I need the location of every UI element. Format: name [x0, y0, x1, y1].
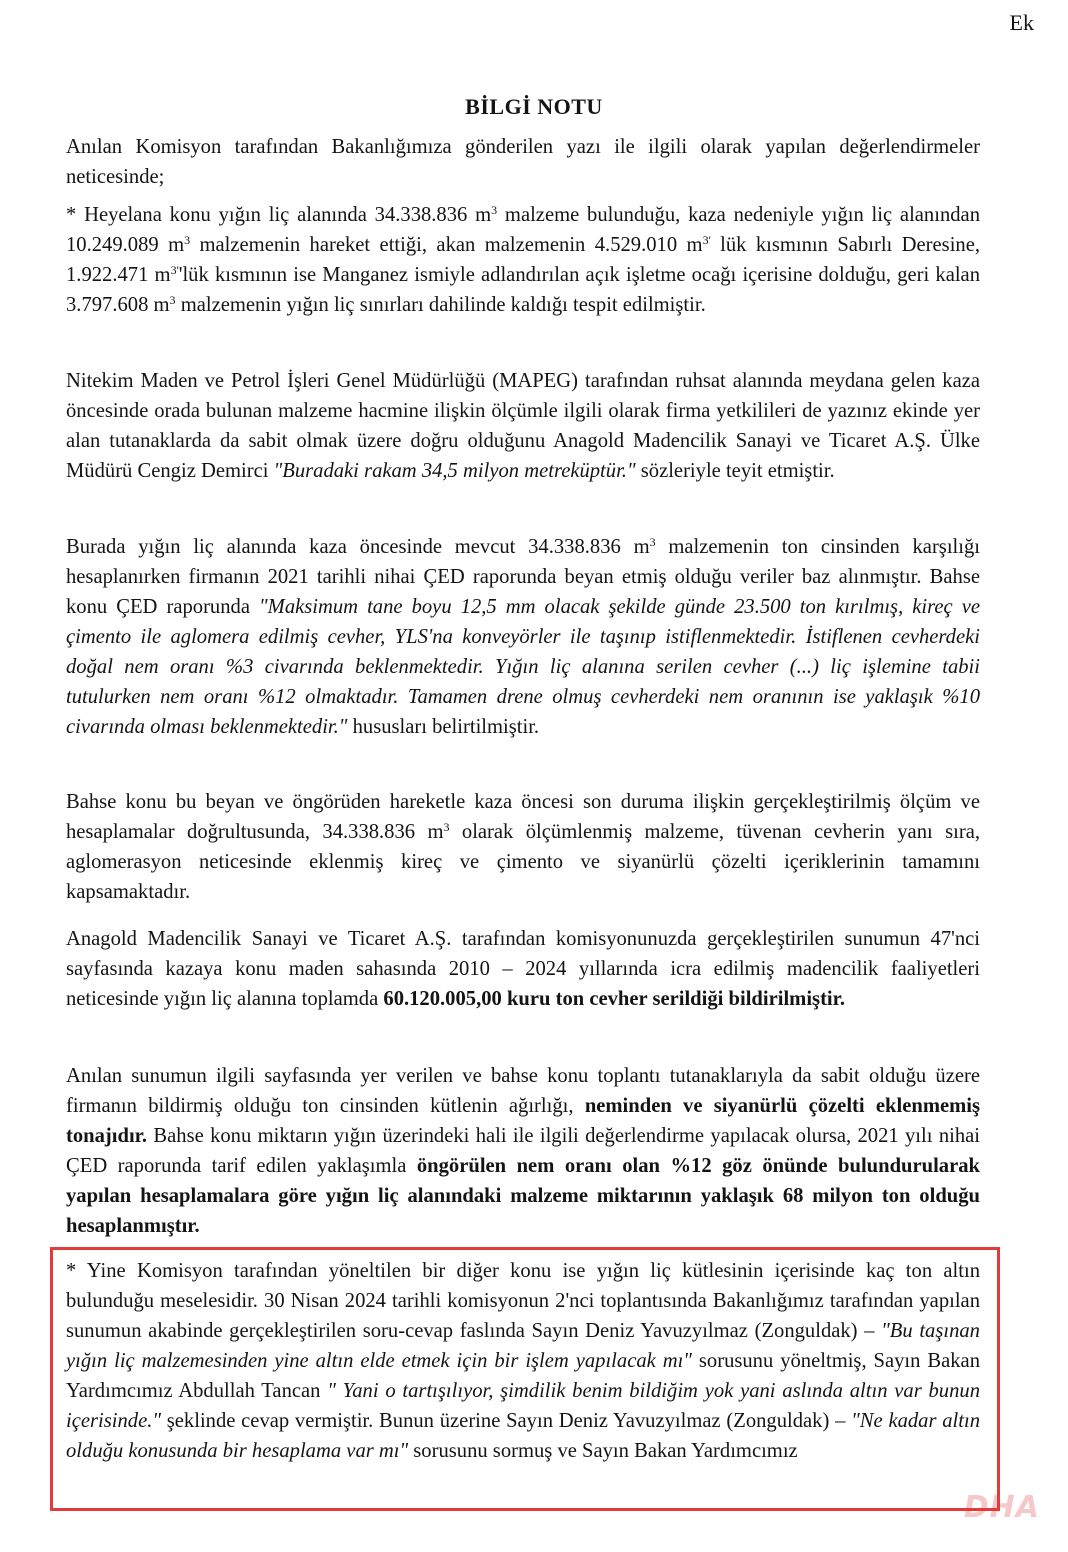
p2-text-f: malzemenin yığın liç sınırları dahilinde kaldığı tespit edilmiştir.	[175, 294, 706, 316]
p3-text-b: sözleriyle teyit etmiştir.	[635, 460, 835, 482]
p2-sup-3: 3'	[702, 233, 711, 247]
p8-text-c: şeklinde cevap vermiştir. Bunun üzerine Sayın Deniz Yavuzyılmaz (Zonguldak) –	[161, 1410, 852, 1432]
p7-bold-1: neminden ve siyanürlü çözelti eklenmemiş tonajıdır.	[66, 1095, 981, 1147]
p8-quote-2: " Yani o tartışılıyor, şimdilik benim bildiğim yok yani aslında altın var bunun içerisinde."	[66, 1380, 980, 1432]
p7-text-a: Anılan sunumun ilgili sayfasında yer verilen ve bahse konu toplantı tutanaklarıyla da sabit olduğu üzere firmanın bildirmiş olduğu ton cinsinden kütlenin ağırlığı,	[66, 1065, 980, 1117]
p3-text-a: Nitekim Maden ve Petrol İşleri Genel Müdürlüğü (MAPEG) tarafından ruhsat alanında meydana gelen kaza öncesinde orada bulunan malzeme hacmine ilişkin ölçümle ilgili olarak firma yetkilileri de yazınız ekinde yer alan tutanaklarda da sabit olmak üzere doğru olduğunu Anagold Madencilik Sanayi ve Ticaret A.Ş. Ülke Müdürü Cengiz Demirci	[66, 370, 980, 482]
p4-text-c: hususları belirtilmiştir.	[347, 716, 540, 738]
p2-sup-1: 3	[491, 203, 498, 217]
p8-quote-1: "Bu taşınan yığın liç malzemesinden yine altın elde etmek için bir işlem yapılacak mı"	[66, 1320, 980, 1372]
paragraph-intro	[66, 132, 980, 192]
p2-text-a: * Heyelana konu yığın liç alanında 34.338.836 m	[66, 204, 492, 226]
p2-sup-5: 3	[169, 293, 176, 307]
p2-text-c: malzemenin hareket ettiği, akan malzemenin 4.529.010 m	[190, 234, 703, 256]
p7-text-b: Bahse konu miktarın yığın üzerindeki hali ile ilgili değerlendirme yapılacak olursa, 2021 yılı nihai ÇED raporunda tarif edilen yaklaşımla	[66, 1125, 980, 1177]
p4-sup: 3	[649, 535, 656, 549]
p2-sup-2: 3	[184, 233, 191, 247]
annex-label: Ek	[1009, 10, 1034, 35]
p8-text-b: sorusunu yöneltmiş, Sayın Bakan Yardımcımız Abdullah Tancan	[66, 1350, 980, 1402]
p8-text-a: * Yine Komisyon tarafından yöneltilen bir diğer konu ise yığın liç kütlesinin içerisinde kaç ton altın bulunduğu meselesidir. 30 Nisan 2024 tarihli komisyonun 2'nci toplantısında Bakanlığımız tarafından yapılan sunumun akabinde gerçekleştirilen soru-cevap faslında Sayın Deniz Yavuzyılmaz (Zonguldak) –	[66, 1260, 980, 1342]
p4-text-a: Burada yığın liç alanında kaza öncesinde mevcut 34.338.836 m	[66, 536, 650, 558]
p3-quote: "Buradaki rakam 34,5 milyon metreküptür."	[273, 460, 636, 482]
p5-sup: 3	[443, 820, 450, 834]
p2-sup-4: 3'	[170, 263, 179, 277]
paragraph-gold-question	[66, 1256, 980, 1466]
page-title: BİLGİ NOTU	[465, 94, 603, 119]
paragraph-anagold-presentation	[66, 924, 980, 1014]
p7-bold-2: öngörülen nem oranı olan %12 göz önünde bulundurularak yapılan hesaplamalara göre yığın liç alanındaki malzeme miktarının yaklaşık 68 milyon ton olduğu hesaplanmıştır.	[66, 1155, 980, 1237]
p4-quote: "Maksimum tane boyu 12,5 mm olacak şekilde günde 23.500 ton kırılmış, kireç ve çimento ile aglomera edilmiş cevher, YLS'na konveyörler ile taşınıp istiflenmektedir. İstiflenen cevherdeki doğal nem oranı %3 civarında beklenmektedir. Yığın liç alanına serilen cevher (...) liç işlemine tabii tutulurken nem oranı %12 olmaktadır. Tamamen drene olmuş cevherdeki nem oranının ise yaklaşık %10 civarında olması beklenmektedir."	[66, 596, 980, 738]
paragraph-intro-text: Anılan Komisyon tarafından Bakanlığımıza gönderilen yazı ile ilgili olarak yapılan değerlendirmeler neticesinde;	[66, 136, 980, 188]
paragraph-tonnage	[66, 1061, 980, 1241]
p6-text-a: Anagold Madencilik Sanayi ve Ticaret A.Ş. tarafından komisyonunuzda gerçekleştirilen sunumun 47'nci sayfasında kazaya konu maden sahasında 2010 – 2024 yıllarında icra edilmiş madencilik faaliyetleri neticesinde yığın liç alanına toplamda	[66, 928, 980, 1010]
p8-quote-3: "Ne kadar altın olduğu konusunda bir hesaplama var mı"	[66, 1410, 980, 1462]
watermark-logo: DHA	[963, 1490, 1040, 1525]
p2-text-b: malzeme bulunduğu, kaza nedeniyle yığın liç alanından 10.249.089 m	[66, 204, 980, 256]
paragraph-measurement	[66, 787, 980, 907]
paragraph-mapeg	[66, 366, 980, 486]
p6-bold: 60.120.005,00 kuru ton cevher serildiği bildirilmiştir.	[383, 988, 846, 1010]
p8-text-d: sorusunu sormuş ve Sayın Bakan Yardımcımız	[408, 1440, 798, 1462]
p5-text-a: Bahse konu bu beyan ve öngörüden hareketle kaza öncesi son duruma ilişkin gerçekleştirilmiş ölçüm ve hesaplamalar doğrultusunda, 34.338.836 m	[66, 791, 980, 843]
p2-text-d: lük kısmının Sabırlı Deresine, 1.922.471 m	[66, 234, 981, 286]
p5-text-b: olarak ölçümlenmiş malzeme, tüvenan cevherin yanı sıra, aglomerasyon neticesinde eklenmiş kireç ve çimento ve siyanürlü çözelti içeriklerinin tamamını kapsamaktadır.	[66, 821, 980, 903]
paragraph-landslide-volume	[66, 200, 980, 320]
paragraph-ced-report	[66, 532, 980, 742]
p2-text-e: 'lük kısmının ise Manganez ismiyle adlandırılan açık işletme ocağı içerisine dolduğu, geri kalan 3.797.608 m	[66, 264, 980, 316]
p4-text-b: malzemenin ton cinsinden karşılığı hesaplanırken firmanın 2021 tarihli nihai ÇED raporunda beyan etmiş olduğu veriler baz alınmıştır. Bahse konu ÇED raporunda	[66, 536, 981, 618]
